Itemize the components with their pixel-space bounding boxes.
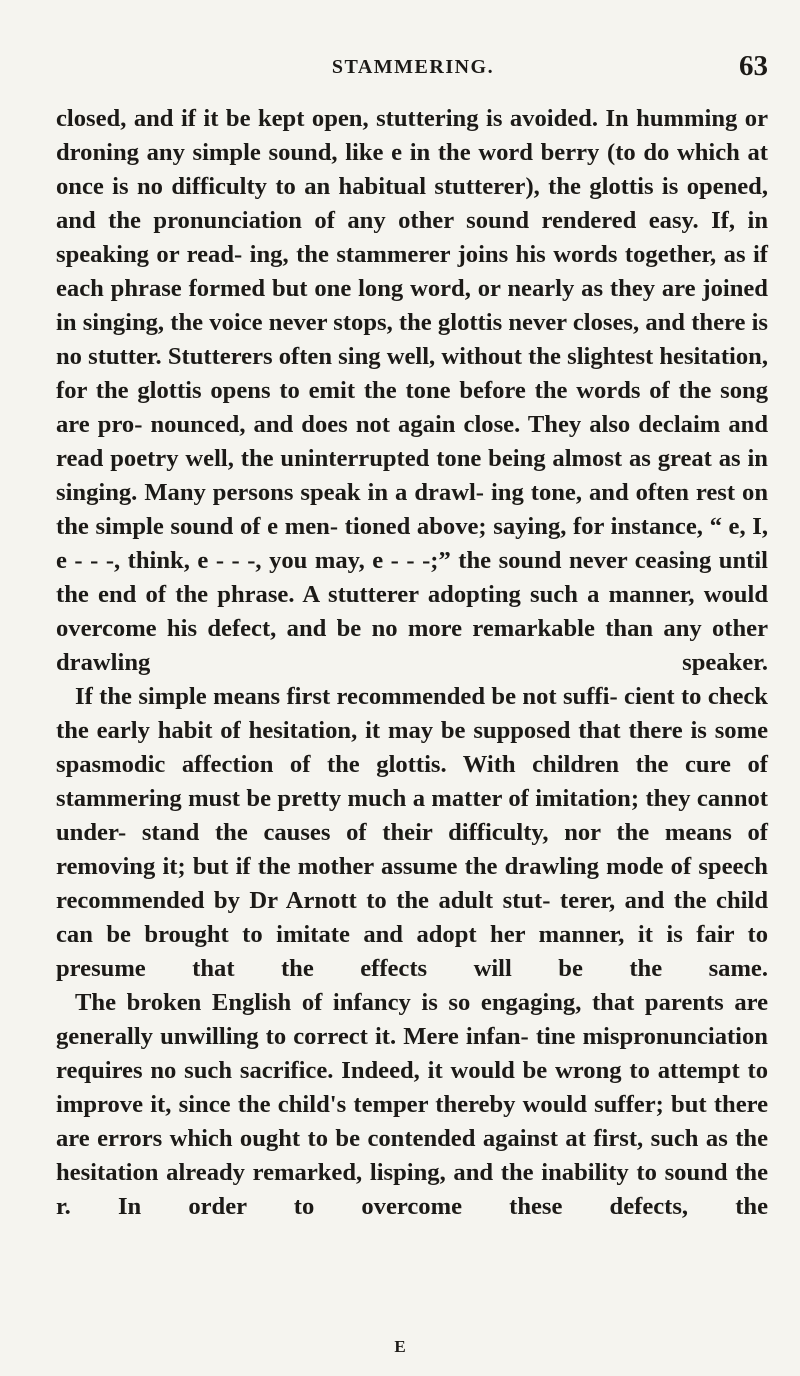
- page-number: 63: [739, 50, 768, 82]
- paragraph: The broken English of infancy is so engaging, that parents are generally unwilling to correct it. Mere infan- tine mispronunciation requires no such sacrifice. Indeed, it would be wrong to attempt to improve it, since the child's temper thereby would suffer; but there are errors which ought to be contended against at first, such as the hesitation already remarked, lisping, and the inability to sound the r. In order to overcome these defects, the: [56, 989, 768, 1220]
- body-text: [56, 102, 768, 1224]
- page-header: [58, 44, 768, 84]
- paragraph: If the simple means first recommended be not suffi- cient to check the early habit of hesitation, it may be supposed that there is some spasmodic affection of the glottis. With children the cure of stammering must be pretty much a matter of imitation; they cannot under- stand the causes of their difficulty, nor the means of removing it; but if the mother assume the drawling mode of speech recommended by Dr Arnott to the adult stut- terer, and the child can be brought to imitate and adopt her manner, it is fair to presume that the effects will be the same.: [56, 683, 768, 982]
- paragraph: closed, and if it be kept open, stuttering is avoided. In humming or droning any simple sound, like e in the word berry (to do which at once is no difficulty to an habitual stutterer), the glottis is opened, and the pronunciation of any other sound rendered easy. If, in speaking or read- ing, the stammerer joins his words together, as if each phrase formed but one long word, or nearly as they are joined in singing, the voice never stops, the glottis never closes, and there is no stutter. Stutterers often sing well, without the slightest hesitation, for the glottis opens to emit the tone before the words of the song are pro- nounced, and does not again close. They also declaim and read poetry well, the uninterrupted tone being almost as great as in singing. Many persons speak in a drawl- ing tone, and often rest on the simple sound of e men- tioned above; saying, for instance, “ e, I, e - - -, think, e - - -, you may, e - - -;” the sound never ceasing until the end of the phrase. A stutterer adopting such a manner, would overcome his defect, and be no more remarkable than any other drawling speaker.: [56, 105, 768, 676]
- signature-mark: E: [394, 1337, 406, 1356]
- running-head: STAMMERING.: [331, 56, 495, 78]
